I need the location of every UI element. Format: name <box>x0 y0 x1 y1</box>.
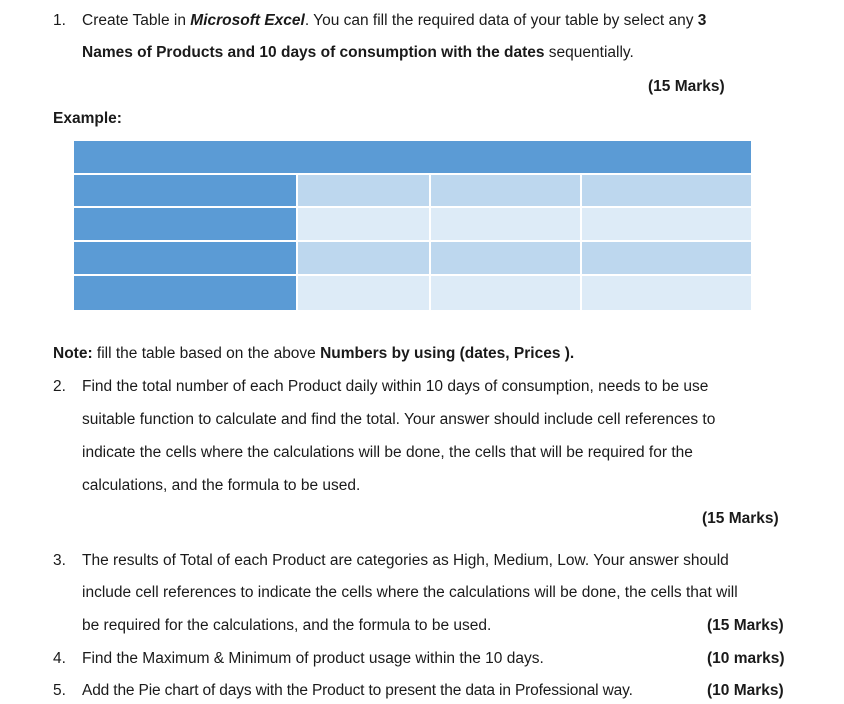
question-2-line: Find the total number of each Product daily within 10 days of consumption, needs to be use <box>82 378 709 395</box>
table-row <box>74 240 751 273</box>
question-1-marks: (15 Marks) <box>648 78 725 95</box>
table-cell <box>298 208 431 241</box>
question-5-number: 5. <box>53 682 66 699</box>
table-cell <box>74 208 298 241</box>
table-cell <box>431 276 582 310</box>
table-cell <box>582 208 751 241</box>
table-row <box>74 206 751 239</box>
question-2-line: suitable function to calculate and find the total. Your answer should include cell references to <box>82 411 716 428</box>
table-row <box>74 173 751 206</box>
question-3-marks: (15 Marks) <box>707 617 784 634</box>
question-3-line: include cell references to indicate the cells where the calculations will be done, the cells that will <box>82 584 738 601</box>
question-2-number: 2. <box>53 378 66 395</box>
table-cell <box>431 175 582 208</box>
note: Note: fill the table based on the above Numbers by using (dates, Prices ). <box>53 345 575 362</box>
table-cell <box>74 276 298 310</box>
question-3-line: The results of Total of each Product are categories as High, Medium, Low. Your answer should <box>82 552 729 569</box>
question-2-line: indicate the cells where the calculations will be done, the cells that will be required for the <box>82 444 693 461</box>
table-cell <box>582 175 751 208</box>
question-5-text: Add the Pie chart of days with the Product to present the data in Professional way. <box>82 682 633 699</box>
table-cell <box>74 175 298 208</box>
question-2-marks: (15 Marks) <box>702 510 779 527</box>
question-4-marks: (10 marks) <box>707 650 785 667</box>
question-1-line-1: Create Table in Microsoft Excel. You can fill the required data of your table by select any 3 <box>82 12 707 29</box>
table-row <box>74 274 751 308</box>
table-cell <box>431 242 582 275</box>
note-label: Note: <box>53 345 93 362</box>
table-cell <box>582 276 751 310</box>
question-1-number: 1. <box>53 12 66 29</box>
microsoft-excel-text: Microsoft Excel <box>190 12 305 29</box>
example-table <box>74 141 751 308</box>
question-4-text: Find the Maximum & Minimum of product usage within the 10 days. <box>82 650 544 667</box>
table-cell <box>298 276 431 310</box>
question-1-line-2: Names of Products and 10 days of consumption with the dates sequentially. <box>82 44 634 61</box>
question-3-line: be required for the calculations, and the formula to be used. <box>82 617 492 634</box>
table-cell <box>298 242 431 275</box>
table-cell <box>74 242 298 275</box>
example-table-header <box>74 141 751 173</box>
question-2-line: calculations, and the formula to be used. <box>82 477 361 494</box>
question-5-marks: (10 Marks) <box>707 682 784 699</box>
question-3-number: 3. <box>53 552 66 569</box>
table-cell <box>298 175 431 208</box>
table-cell <box>582 242 751 275</box>
table-cell <box>431 208 582 241</box>
example-label: Example: <box>53 110 122 127</box>
question-4-number: 4. <box>53 650 66 667</box>
